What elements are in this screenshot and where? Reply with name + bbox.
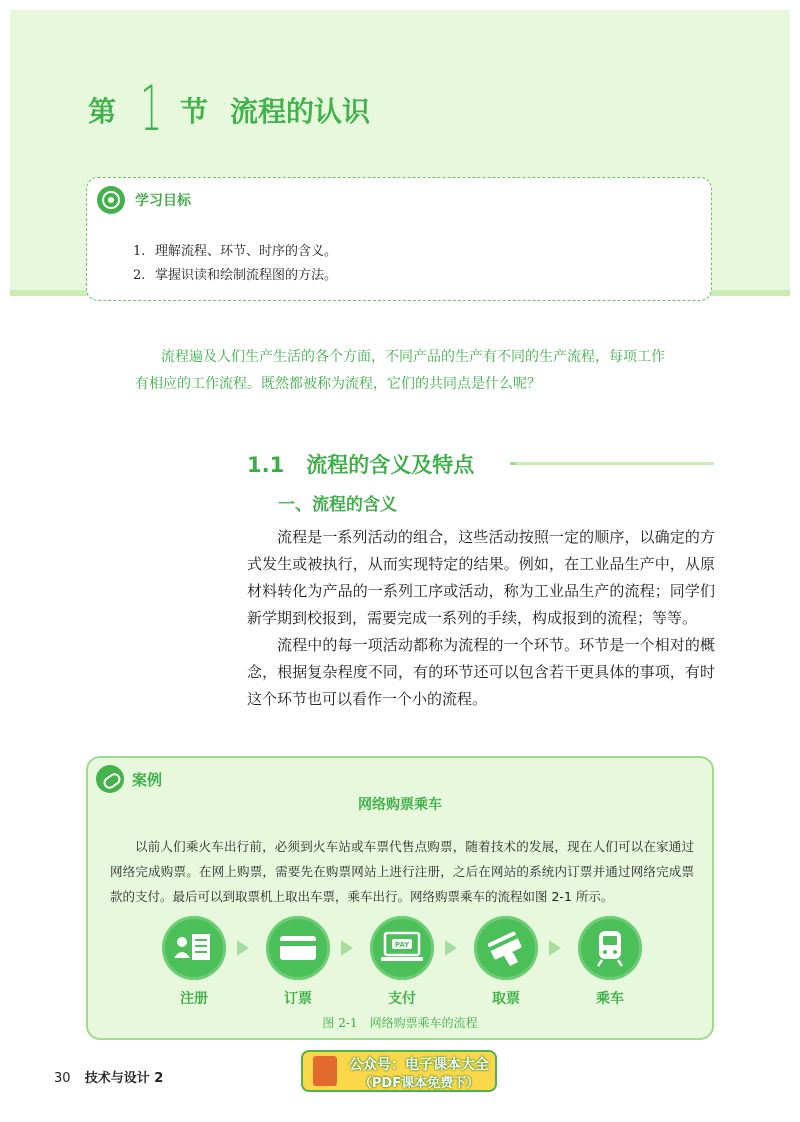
pay-icon — [370, 916, 434, 980]
objective-text: 掌握识读和绘制流程图的方法。 — [155, 268, 338, 283]
figure-number: 图 2-1 — [322, 1016, 358, 1030]
chapter-name: 流程的认识 — [230, 95, 371, 128]
flow-step — [576, 916, 644, 1008]
chapter-suffix: 节 — [180, 95, 209, 128]
flow-step — [264, 916, 332, 1008]
train-icon — [578, 916, 642, 980]
flow-step-label: 取票 — [492, 991, 520, 1007]
flow-step — [160, 916, 228, 1008]
section-number: 1.1 — [247, 453, 285, 477]
intro-paragraph — [135, 344, 675, 398]
pay-text: PAY — [394, 941, 410, 949]
card-icon — [266, 916, 330, 980]
arrow-right-icon — [341, 940, 353, 956]
chapter-title — [88, 72, 371, 145]
chapter-prefix: 第 — [88, 95, 117, 128]
objective-item — [133, 240, 337, 264]
section-rule — [510, 462, 714, 465]
figure-caption — [88, 1014, 712, 1031]
figure-caption-text: 网络购票乘车的流程 — [369, 1016, 478, 1030]
objectives-list — [133, 240, 337, 288]
watermark-badge — [301, 1050, 497, 1092]
target-icon — [97, 186, 125, 214]
book-icon — [313, 1056, 337, 1086]
flow-step-label: 注册 — [180, 991, 208, 1007]
ticket-icon — [474, 916, 538, 980]
body-paragraph: 流程是一系列活动的组合，这些活动按照一定的顺序，以确定的方式发生或被执行，从而实现特定的结果。例如，在工业品生产中，从原材料转化为产品的一系列工序或活动，称为工业品生产的流程；同学们新学期到校报到，需要完成一系列的手续，构成报到的流程；等等。 — [247, 528, 715, 627]
case-title: 网络购票乘车 — [358, 797, 442, 813]
objective-text: 理解流程、环节、时序的含义。 — [155, 244, 338, 259]
case-label: 案例 — [132, 771, 163, 789]
case-icon — [96, 765, 124, 793]
register-icon — [162, 916, 226, 980]
arrow-right-icon — [445, 940, 457, 956]
flow-step-label: 乘车 — [596, 991, 624, 1007]
watermark-line-2: （PDF课本免费下） — [358, 1076, 480, 1091]
objectives-title: 学习目标 — [135, 193, 191, 209]
case-box — [86, 756, 714, 1040]
section-heading — [247, 449, 474, 479]
subsection-heading: 一、流程的含义 — [278, 495, 397, 515]
arrow-right-icon — [549, 940, 561, 956]
chapter-number: 1 — [140, 72, 163, 145]
flow-step — [368, 916, 436, 1008]
section-title: 流程的含义及特点 — [306, 453, 475, 477]
intro-line-2: 有相应的工作流程。既然都被称为流程，它们的共同点是什么呢？ — [135, 376, 541, 392]
case-text — [110, 834, 694, 909]
page-number: 30 — [54, 1071, 71, 1086]
learning-objectives-box — [86, 177, 712, 301]
body-paragraph: 流程中的每一项活动都称为流程的一个环节。环节是一个相对的概念，根据复杂程度不同，有的环节还可以包含若干更具体的事项，有时这个环节也可以看作一个小的流程。 — [247, 636, 715, 708]
objective-number: 2. — [133, 268, 146, 283]
body-text — [247, 524, 715, 713]
book-title: 技术与设计 2 — [84, 1071, 164, 1086]
arrow-right-icon — [237, 940, 249, 956]
page-footer — [54, 1067, 163, 1086]
case-paragraph: 以前人们乘火车出行前，必须到火车站或车票代售点购票，随着技术的发展，现在人们可以在家通过网络完成购票。在网上购票，需要先在购票网站上进行注册，之后在网站的系统内订票并通过网络完成票款的支付。最后可以到取票机上取出车票，乘车出行。网络购票乘车的流程如图 2-1 所示。 — [110, 839, 694, 904]
flow-step — [472, 916, 540, 1008]
flow-diagram — [88, 916, 712, 1006]
flow-step-label: 订票 — [284, 991, 312, 1007]
flow-step-label: 支付 — [388, 991, 416, 1007]
objective-item — [133, 264, 337, 288]
objective-number: 1. — [133, 244, 146, 259]
intro-line-1: 流程遍及人们生产生活的各个方面，不同产品的生产有不同的生产流程，每项工作 — [161, 349, 665, 365]
watermark-line-1: 公众号：电子课本大全 — [349, 1057, 489, 1073]
